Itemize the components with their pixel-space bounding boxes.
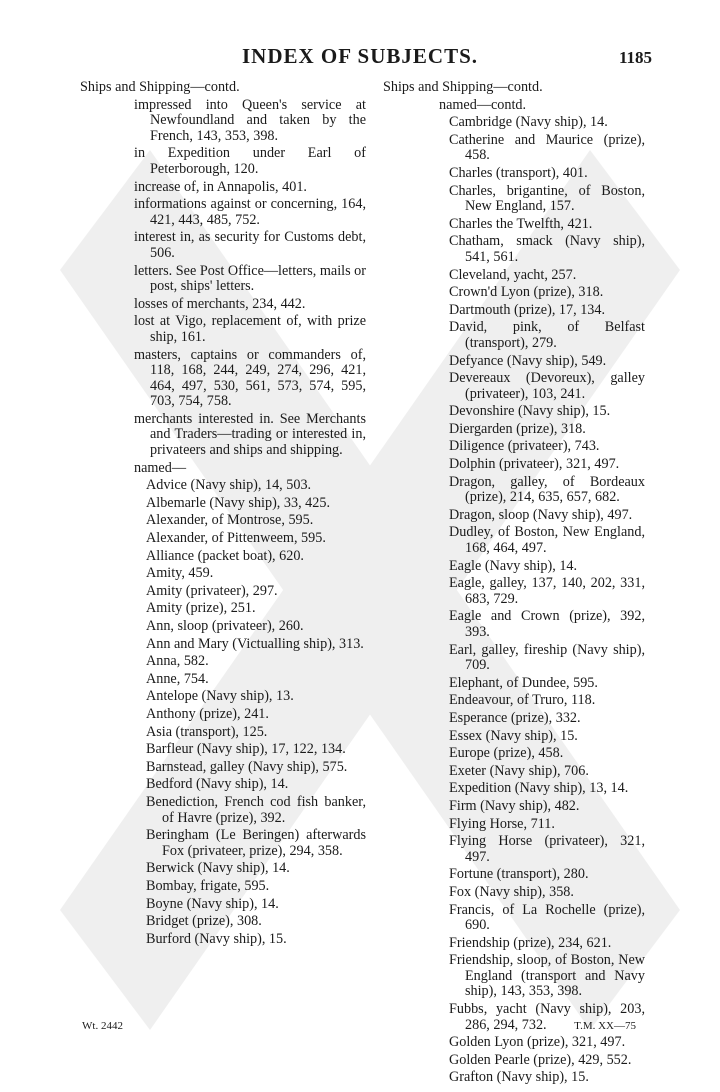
index-entry: Benediction, French cod fish banker, of Havre (prize), 392. [146,793,366,826]
index-entry: Defyance (Navy ship), 549. [449,352,607,369]
left-heading: Ships and Shipping—contd. [80,79,240,95]
index-entry: losses of merchants, 234, 442. [134,295,306,312]
footer-left: Wt. 2442 [82,1020,123,1032]
index-entry: Eagle, galley, 137, 140, 202, 331, 683, 729. [449,575,645,607]
index-entry: Anna, 582. [146,653,209,670]
index-entry: Crown'd Lyon (prize), 318. [449,284,604,301]
left-entries [80,98,366,948]
index-entry: Francis, of La Rochelle (prize), 690. [449,901,645,934]
index-entry: Dragon, galley, of Bordeaux (prize), 214, 635, 657, 682. [449,473,645,506]
index-entry: masters, captains or commanders of, 118, 168, 244, 249, 274, 296, 421, 464, 497, 530, 561, 573, 574, 595, 703, 754, 758. [134,346,366,410]
index-entry: Fortune (transport), 280. [449,866,589,883]
left-column [80,80,366,949]
index-entry: Catherine and Maurice (prize), 458. [449,131,645,164]
index-entry: Diergarden (prize), 318. [449,420,586,437]
index-entry: Charles the Twelfth, 421. [449,215,593,232]
index-entry: Ann, sloop (privateer), 260. [146,618,304,634]
index-entry: Eagle (Navy ship), 14. [449,557,578,574]
page-title: INDEX OF SUBJECTS. [241,44,479,68]
right-subheading: named—contd. [439,96,527,113]
index-entry: Dolphin (privateer), 321, 497. [449,456,620,473]
index-entry: Friendship (prize), 234, 621. [449,934,612,951]
index-entry: Grafton (Navy ship), 15. [449,1069,589,1086]
index-entry: Bridget (prize), 308. [146,913,262,930]
index-entry: merchants interested in. See Merchants and Traders—trading or interested in, privateers and ships and shipping. [134,410,366,459]
index-entry: Devereaux (Devoreux), galley (privateer), 103, 241. [449,370,645,402]
index-entry: Golden Lyon (prize), 321, 497. [449,1034,626,1051]
right-column [383,80,645,1088]
index-entry: Friendship, sloop, of Boston, New England (transport and Navy ship), 143, 353, 398. [449,952,645,1000]
index-entry: Fox (Navy ship), 358. [449,883,574,900]
index-entry: Alexander, of Montrose, 595. [146,512,314,529]
index-entry: Eagle and Crown (prize), 392, 393. [449,608,645,640]
page-number: 1185 [618,48,652,67]
index-entry: Charles (transport), 401. [449,164,588,181]
index-entry: Boyne (Navy ship), 14. [146,895,279,912]
index-entry: Albemarle (Navy ship), 33, 425. [146,494,331,511]
index-entry: Endeavour, of Truro, 118. [449,692,596,709]
index-entry: Alexander, of Pittenweem, 595. [146,530,326,547]
index-entry: lost at Vigo, replacement of, with prize ship, 161. [134,313,366,345]
index-entry: Bombay, frigate, 595. [146,877,270,894]
index-entry: Charles, brigantine, of Boston, New England, 157. [449,182,645,215]
index-entry: Esperance (prize), 332. [449,709,581,726]
index-entry: Anne, 754. [146,670,209,687]
index-entry: Anthony (prize), 241. [146,705,269,722]
index-entry: letters. See Post Office—letters, mails or post, ships' letters. [134,262,366,295]
index-entry: Dudley, of Boston, New England, 168, 464, 497. [449,524,645,557]
index-entry: increase of, in Annapolis, 401. [134,178,307,195]
index-entry: Dragon, sloop (Navy ship), 497. [449,506,633,523]
index-entry: Diligence (privateer), 743. [449,438,600,455]
index-entry: Beringham (Le Beringen) afterwards Fox (privateer, prize), 294, 358. [146,827,366,859]
index-entry: Barfleur (Navy ship), 17, 122, 134. [146,741,346,758]
index-entry: impressed into Queen's service at Newfoundland and taken by the French, 143, 353, 398. [134,96,366,144]
index-entry: Chatham, smack (Navy ship), 541, 561. [449,233,645,265]
right-entries [383,115,645,1086]
index-entry: Alliance (packet boat), 620. [146,547,304,564]
index-entry: named— [134,459,187,476]
index-entry: Antelope (Navy ship), 13. [146,688,294,705]
index-entry: Cleveland, yacht, 257. [449,266,577,283]
index-entry: Ann and Mary (Victualling ship), 313. [146,635,364,652]
right-heading: Ships and Shipping—contd. [383,79,543,95]
index-entry: Elephant, of Dundee, 595. [449,674,598,691]
index-entry: Berwick (Navy ship), 14. [146,860,290,877]
index-entry: Golden Pearle (prize), 429, 552. [449,1051,632,1068]
index-entry: Advice (Navy ship), 14, 503. [146,477,312,494]
index-entry: Barnstead, galley (Navy ship), 575. [146,758,348,775]
index-entry: Exeter (Navy ship), 706. [449,762,589,779]
index-entry: Asia (transport), 125. [146,723,268,740]
index-entry: informations against or concerning, 164, 421, 443, 485, 752. [134,196,366,228]
index-entry: Fubbs, yacht (Navy ship), 203, 286, 294, 732. [449,1001,645,1033]
index-entry: David, pink, of Belfast (transport), 279. [449,319,645,351]
index-entry: Dartmouth (prize), 17, 134. [449,301,606,318]
index-entry: Amity (privateer), 297. [146,582,278,599]
index-entry: Flying Horse, 711. [449,815,555,832]
index-entry: Expedition (Navy ship), 13, 14. [449,780,629,797]
index-entry: Amity (prize), 251. [146,600,256,617]
index-entry: interest in, as security for Customs debt, 506. [134,229,366,261]
index-entry: Burford (Navy ship), 15. [146,930,287,947]
index-entry: Amity, 459. [146,565,214,582]
index-entry: Devonshire (Navy ship), 15. [449,403,611,420]
index-entry: Firm (Navy ship), 482. [449,797,580,814]
index-entry: Flying Horse (privateer), 321, 497. [449,833,645,865]
index-entry: Bedford (Navy ship), 14. [146,776,289,793]
footer-right: T.M. XX—75 [574,1020,636,1032]
index-entry: in Expedition under Earl of Peterborough, 120. [134,145,366,177]
index-entry: Earl, galley, fireship (Navy ship), 709. [449,641,645,674]
index-entry: Europe (prize), 458. [449,745,564,762]
index-entry: Essex (Navy ship), 15. [449,727,578,744]
index-entry: Cambridge (Navy ship), 14. [449,114,608,131]
